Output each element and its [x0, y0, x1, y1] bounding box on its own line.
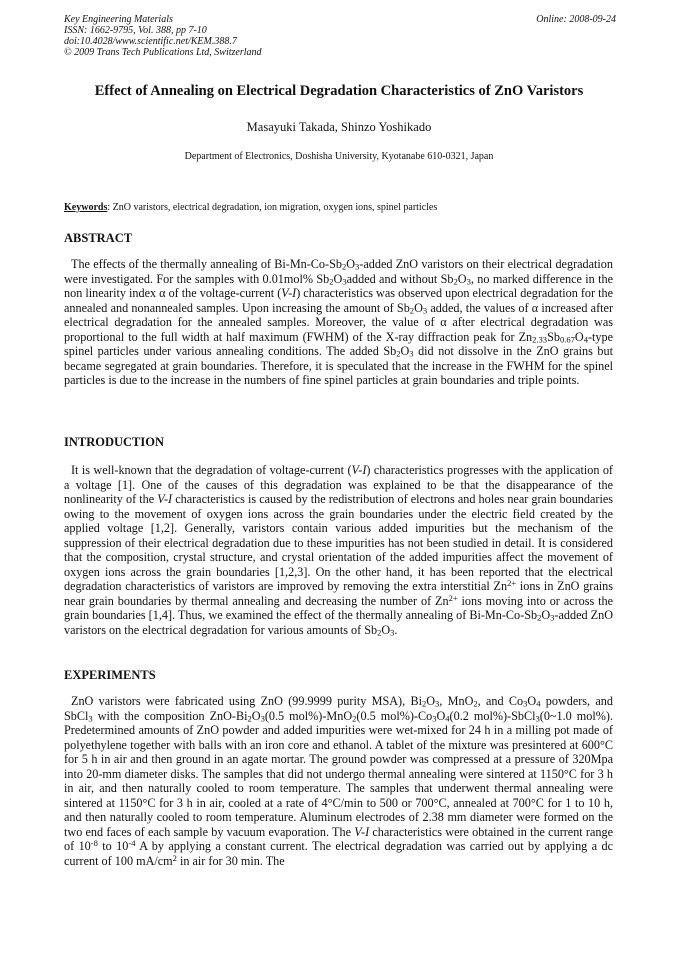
copyright-line: © 2009 Trans Tech Publications Ltd, Switzerland	[64, 47, 262, 58]
issn-line: ISSN: 1662-9795, Vol. 388, pp 7-10	[64, 25, 207, 36]
experiments-text: ZnO varistors were fabricated using ZnO (99.9999 purity MSA), $Bi_2O_3$, MnO$_2$, and $Co_3O_4$ powders, and SbCl$_3$ with the composition ZnO-$Bi_2O_3(0.5$ mol%)-MnO$_2$(0.5 $mol\%)-Co_3O_4(0.2$ mol%)-SbCl$_3$(0~1.0 mol%). Predetermined amounts of ZnO powder and added impurities were wet-mixed for 24 h in a milling pot made of polyethylene together with balls with an iron core and ethanol. A tablet of the mixture was presintered at 600°C for 5 h in air and then ground in an agate mortar. The ground powder was compressed at a pressure of 320Mpa into 20-mm diameter disks. The samples that did not undergo thermal annealing were sintered at 1150°C for 3 h in air, and then naturally cooled to room temperature. The samples that underwent thermal annealing were sintered at 1150°C for 3 h in air, cooled at a rate of 4°C/min to 500 or 700°C, annealed at 700°C for 1 to 10 h, and then naturally cooled to room temperature. Aluminum electrodes of 2.38 mm diameter were formed on the two end faces of each sample by vacuum evaporation. The V-I characteristics were obtained in the current range of $10^{-8}$ to $10^{-4}$ A by applying a constant current. The electrical degradation was carried out by applying a dc current of 100 $mA/cm^2$ in air for 30 min. The	[64, 694, 613, 868]
paper-affiliation: Department of Electronics, Doshisha University, Kyotanabe 610-0321, Japan	[184, 151, 494, 162]
doi-line: doi:10.4028/www.scientific.net/KEM.388.7	[64, 36, 237, 47]
keywords-text: : ZnO varistors, electrical degradation, ion migration, oxygen ions, spinel particles	[107, 202, 438, 213]
abstract-text: The effects of the thermally annealing of $Bi-Mn-Co-Sb_2O_3$-added ZnO varistors on their electrical degradation were investigated. For the samples with 0.01mol% $Sb_2O_3added$ and without $Sb_2O_3$, no marked difference in the non linearity index α of the voltage-current (V-I) characteristics was observed upon electrical degradation for the annealed and nonannealed samples. Upon increasing the amount of $Sb_2O_3$ added, the values of α increased after electrical degradation for the annealed samples. Moreover, the value of α after electrical degradation was proportional to the full width at half maximum (FWHM) of the X-ray diffraction peak for $Zn_{2.33}Sb_{0.67}O_4$-type spinel particles under various annealing conditions. The added $Sb_2O_3$ did not dissolve in the ZnO grains but became segregated at grain boundaries. Therefore, it is speculated that the increase in the FWHM for the spinel particles is due to the increase in the numbers of fine spinel particles at grain boundaries and triple points.	[64, 257, 614, 387]
abstract-heading: ABSTRACT	[64, 231, 133, 245]
experiments-heading: EXPERIMENTS	[64, 668, 156, 682]
introduction-heading: INTRODUCTION	[64, 435, 165, 449]
online-date: Online: 2008-09-24	[536, 14, 616, 25]
keywords-line	[64, 202, 616, 214]
journal-name: Key Engineering Materials	[64, 14, 173, 25]
paper-authors: Masayuki Takada, Shinzo Yoshikado	[246, 120, 432, 134]
journal-header	[64, 14, 616, 58]
introduction-text: It is well-known that the degradation of voltage-current (V-I) characteristics progresses with the application of a voltage [1]. One of the causes of this degradation was explained to be that the disappearance of the nonlinearity of the V-I characteristics is caused by the redistribution of electrons and holes near grain boundaries owing to the movement of oxygen ions across the grain boundaries under the electric field created by the applied voltage [1,2]. Generally, varistors contain various added impurities but the mechanism of the suppression of their electrical degradation due to these impurities has not been studied in detail. It is considered that the composition, crystal structure, and crystal orientation of the added impurities affect the movement of oxygen ions across the grain boundaries [1,2,3]. On the other hand, it has been reported that the electrical degradation characteristics of varistors are improved by removing the extra interstitial $Zn^{2+}$ ions in ZnO grains near grain boundaries by thermal annealing and decreasing the number of $Zn^{2+}$ ions moving into or across the grain boundaries [1,4]. Thus, we examined the effect of the thermally annealing of $Bi-Mn-Co-Sb_2O_3$-added ZnO varistors on the electrical degradation for various amounts of $Sb_2O_3$.	[64, 463, 613, 638]
paper-title: Effect of Annealing on Electrical Degradation Characteristics of ZnO Varistors	[94, 83, 584, 99]
keywords-label: Keywords	[64, 202, 108, 213]
